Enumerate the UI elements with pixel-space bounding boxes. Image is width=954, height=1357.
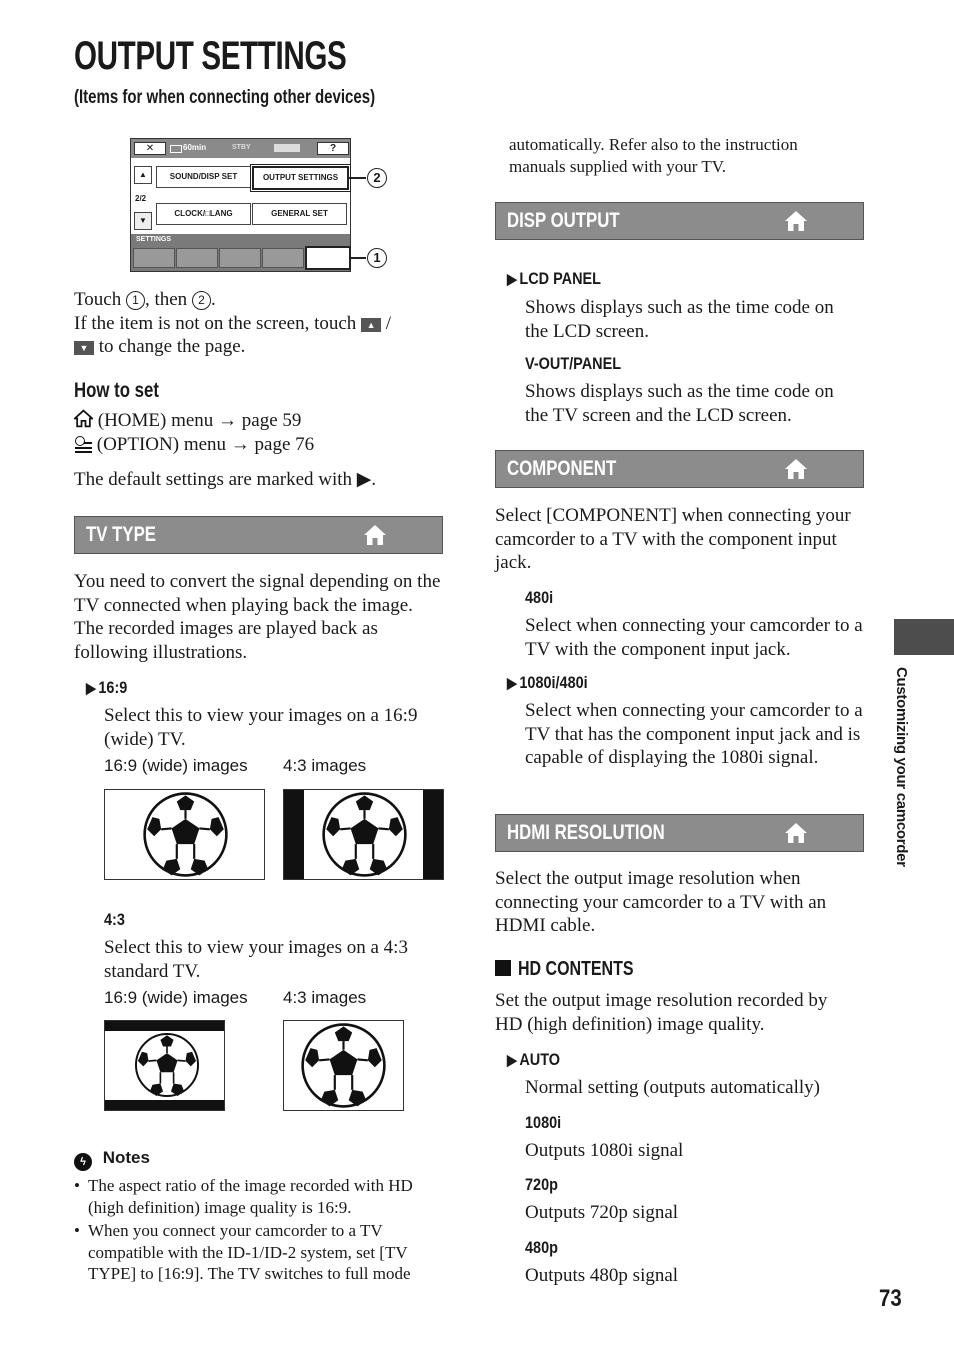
tv-type-option-16-9: ▶ 16:9 <box>86 678 128 697</box>
chapter-tab <box>894 619 954 655</box>
clock-lang-button: CLOCK/□LANG <box>156 203 251 225</box>
caption-4-3: 4:3 images <box>283 756 367 775</box>
disp-output-option-lcd-panel-desc: Shows displays such as the time code on the LCD screen. <box>525 297 834 342</box>
disp-output-title: DISP OUTPUT <box>507 209 620 232</box>
tv-type-section-header <box>74 516 443 554</box>
caption-wide: 16:9 (wide) images <box>104 988 248 1007</box>
soccer-ball-illustration <box>142 791 229 878</box>
page-subtitle: (Items for when connecting other devices) <box>74 87 376 108</box>
how-to-set-lines: (HOME) menu → page 59 (OPTION) menu → page 76 <box>74 409 454 456</box>
callout-1: 1 <box>367 248 387 268</box>
tv-type-title: TV TYPE <box>86 523 157 546</box>
intro-text: Touch 1 , then 2 . If the item is not on the screen, touch ▲ / ▼ to change the page. <box>74 289 392 357</box>
hdmi-resolution-title: HDMI RESOLUTION <box>507 821 665 844</box>
play-tab-icon <box>176 248 218 268</box>
tv-type-option-4-3: 4:3 <box>104 910 125 929</box>
disp-output-option-v-out-panel: V-OUT/PANEL <box>525 354 622 373</box>
how-to-set-heading: How to set <box>74 379 159 402</box>
side-chapter-label: Customizing your camcorder <box>893 667 910 867</box>
component-section-header <box>495 450 864 488</box>
disp-output-option-lcd-panel: ▶ LCD PANEL <box>507 269 601 288</box>
square-bullet-icon <box>495 960 511 976</box>
hd-option-480p: 480p <box>525 1238 558 1257</box>
settings-label: SETTINGS <box>136 236 172 243</box>
hd-option-720p: 720p <box>525 1175 558 1194</box>
page-number: 73 <box>879 1285 902 1312</box>
camcorder-screen-illustration <box>130 138 351 272</box>
hd-option-1080i-desc: Outputs 1080i signal <box>525 1140 684 1161</box>
home-icon <box>784 457 808 481</box>
home-icon <box>784 209 808 233</box>
soccer-ball-illustration <box>300 1022 387 1109</box>
default-marker-text: The default settings are marked with ▶. <box>74 469 377 490</box>
page-title: OUTPUT SETTINGS <box>74 34 347 78</box>
caption-4-3: 4:3 images <box>283 988 367 1007</box>
notes-icon: ϟ <box>74 1153 92 1171</box>
component-option-480i-desc: Select when connecting your camcorder to a TV with the component input jack. <box>525 615 863 660</box>
note-item: • The aspect ratio of the image recorded with HD (high definition) image quality is 16:9. <box>74 1176 413 1217</box>
list-tab-icon <box>219 248 261 268</box>
quality-icon <box>274 144 300 152</box>
component-title: COMPONENT <box>507 457 617 480</box>
camera-tab-icon <box>133 248 175 268</box>
general-set-button: GENERAL SET <box>252 203 347 225</box>
close-icon: ✕ <box>134 142 166 155</box>
hdmi-resolution-section-header <box>495 814 864 852</box>
tv-type-option-16-9-desc: Select this to view your images on a 16:9 (wide) TV. <box>104 705 418 750</box>
note-item: • When you connect your camcorder to a TV compatible with the ID-1/ID-2 system, set [TV TYPE] to [16:9]. The TV switches to full mode <box>74 1221 411 1283</box>
component-option-480i: 480i <box>525 588 554 607</box>
home-icon <box>784 821 808 845</box>
wide-image-on-4-3-tv <box>104 1020 225 1111</box>
tv-type-body: You need to convert the signal depending on the TV connected when playing back the image. The recorded images are played back as following illustrations. <box>74 571 441 663</box>
component-option-1080i-480i-desc: Select when connecting your camcorder to a TV that has the component input jack and is capable of displaying the 1080i signal. <box>525 700 863 768</box>
callout-line-1 <box>349 257 366 259</box>
4-3-image-on-4-3-tv <box>283 1020 404 1111</box>
page-indicator: 2/2 <box>135 194 147 203</box>
notes-heading: ϟ Notes <box>74 1148 150 1171</box>
page-down-icon: ▼ <box>134 212 152 230</box>
caption-wide: 16:9 (wide) images <box>104 756 248 775</box>
default-marker-icon: ▶ <box>507 271 517 288</box>
hd-contents-heading: HD CONTENTS <box>495 958 662 981</box>
disp-output-section-header <box>495 202 864 240</box>
home-icon <box>363 523 387 547</box>
media-tab-icon <box>262 248 304 268</box>
page-down-icon: ▼ <box>74 341 94 355</box>
page-up-icon: ▲ <box>134 166 152 184</box>
battery-icon <box>170 145 182 153</box>
circle-2: 2 <box>192 291 211 310</box>
hd-option-auto-desc: Normal setting (outputs automatically) <box>525 1077 820 1098</box>
component-body: Select [COMPONENT] when connecting your camcorder to a TV with the component input jack. <box>495 505 851 573</box>
soccer-ball-illustration <box>321 791 408 878</box>
4-3-image-on-wide-tv <box>283 789 444 880</box>
help-button: ? <box>317 142 349 155</box>
hdmi-resolution-body: Select the output image resolution when connecting your camcorder to a TV with an HDMI cable. <box>495 868 827 936</box>
screen-top-bar <box>131 139 350 158</box>
toolbox-tab-icon <box>305 246 351 270</box>
default-marker-icon: ▶ <box>507 1052 517 1069</box>
default-marker-icon: ▶ <box>86 680 96 697</box>
hd-contents-body: Set the output image resolution recorded by HD (high definition) image quality. <box>495 990 828 1035</box>
screen-bottom-bar <box>131 234 350 271</box>
wide-image-on-wide-tv <box>104 789 265 880</box>
continued-note-text: automatically. Refer also to the instruction manuals supplied with your TV. <box>509 135 798 176</box>
notes-list <box>74 1175 444 1285</box>
status-label: STBY <box>232 144 251 151</box>
capacity-label: 60min <box>183 143 207 152</box>
callout-line-2 <box>349 177 366 179</box>
home-icon <box>74 409 93 428</box>
sound-disp-set-button: SOUND/DISP SET <box>156 166 251 188</box>
page-up-icon: ▲ <box>361 318 381 332</box>
circle-1: 1 <box>126 291 145 310</box>
option-icon <box>74 436 92 452</box>
hd-option-480p-desc: Outputs 480p signal <box>525 1265 679 1286</box>
soccer-ball-illustration <box>134 1032 200 1098</box>
tv-type-option-4-3-desc: Select this to view your images on a 4:3 standard TV. <box>104 937 408 982</box>
component-option-1080i-480i: ▶ 1080i/480i <box>507 673 588 692</box>
disp-output-option-v-out-panel-desc: Shows displays such as the time code on the TV screen and the LCD screen. <box>525 381 834 426</box>
callout-2: 2 <box>367 168 387 188</box>
hd-option-auto: ▶ AUTO <box>507 1050 561 1069</box>
hd-option-1080i: 1080i <box>525 1113 562 1132</box>
hd-option-720p-desc: Outputs 720p signal <box>525 1202 679 1223</box>
default-marker-icon: ▶ <box>507 675 517 692</box>
output-settings-button: OUTPUT SETTINGS <box>252 166 349 190</box>
